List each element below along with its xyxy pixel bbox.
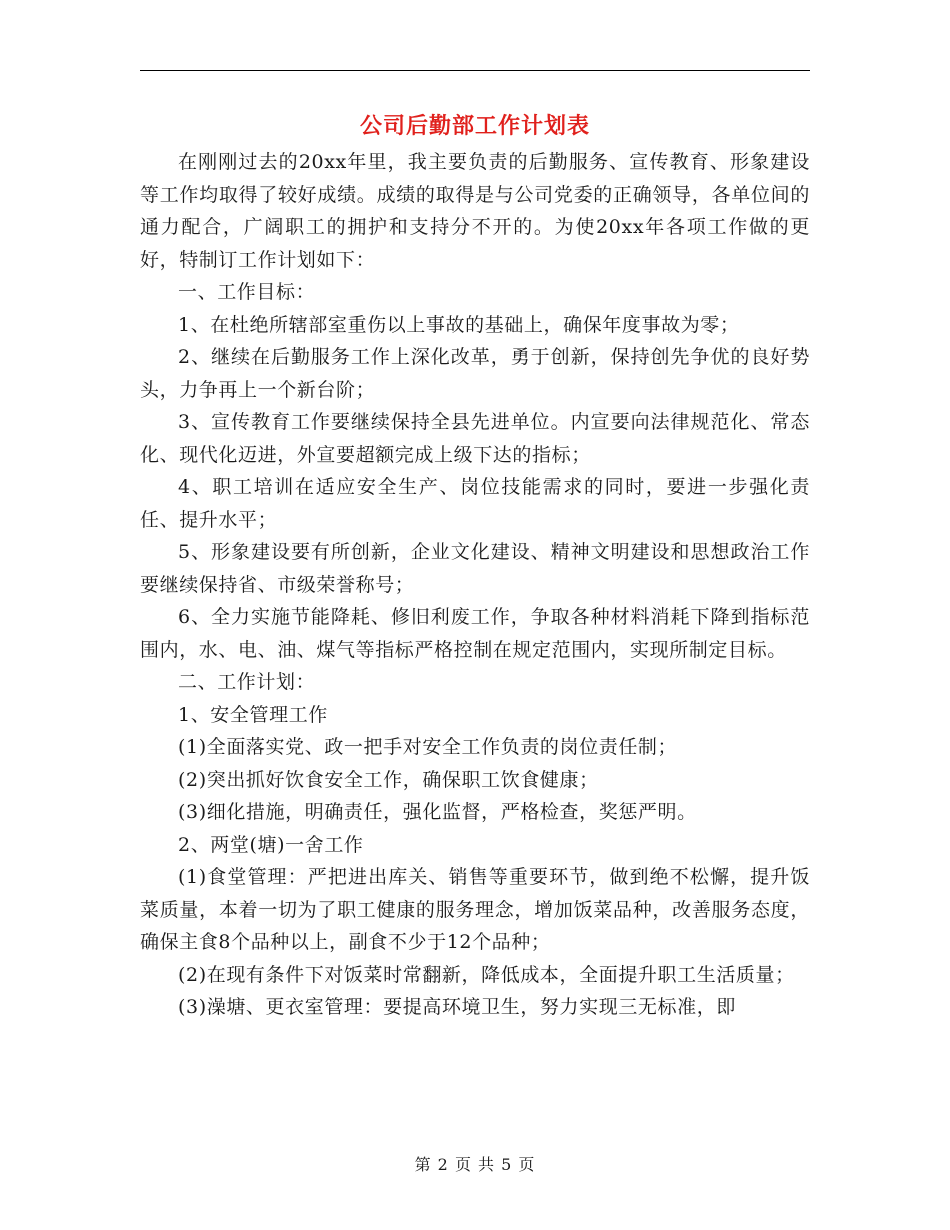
plan-item-safety-3: (3)细化措施，明确责任，强化监督，严格检查，奖惩严明。 bbox=[178, 801, 697, 823]
document-title: 公司后勤部工作计划表 bbox=[359, 113, 590, 139]
header-rule bbox=[140, 70, 810, 71]
goal-item-5: 5、形象建设要有所创新，企业文化建设、精神文明建设和思想政治工作要继续保持省、市级荣誉称号； bbox=[140, 541, 810, 596]
goal-item-3: 3、宣传教育工作要继续保持全县先进单位。内宣要向法律规范化、常态化、现代化迈进，外宣要超额完成上级下达的指标； bbox=[140, 411, 810, 466]
page-number-footer: 第 2 页 共 5 页 bbox=[414, 1155, 536, 1174]
paragraph-intro: 在刚刚过去的20xx年里，我主要负责的后勤服务、宣传教育、形象建设等工作均取得了较好成绩。成绩的取得是与公司党委的正确领导，各单位间的通力配合，广阔职工的拥护和支持分不开的。为使20xx年各项工作做的更好，特制订工作计划如下： bbox=[140, 151, 810, 271]
document-body bbox=[140, 146, 810, 1024]
section-heading-goals: 一、工作目标： bbox=[178, 281, 316, 303]
plan-item-facilities-2: (2)在现有条件下对饭菜时常翻新，降低成本，全面提升职工生活质量； bbox=[178, 963, 795, 986]
goal-item-4: 4、职工培训在适应安全生产、岗位技能需求的同时，要进一步强化责任、提升水平； bbox=[140, 476, 810, 531]
plan-item-safety-1: (1)全面落实党、政一把手对安全工作负责的岗位责任制； bbox=[178, 736, 678, 758]
plan-item-safety-2: (2)突出抓好饮食安全工作，确保职工饮食健康； bbox=[178, 768, 599, 791]
goal-item-1: 1、在杜绝所辖部室重伤以上事故的基础上，确保年度事故为零； bbox=[178, 313, 740, 336]
plan-item-facilities-3: (3)澡塘、更衣室管理：要提高环境卫生，努力实现三无标准，即 bbox=[178, 996, 736, 1018]
goal-item-6: 6、全力实施节能降耗、修旧利废工作，争取各种材料消耗下降到指标范围内，水、电、油、煤气等指标严格控制在规定范围内，实现所制定目标。 bbox=[140, 606, 810, 661]
plan-subheading-facilities: 2、两堂(塘)一舍工作 bbox=[178, 833, 364, 856]
plan-item-facilities-1: (1)食堂管理：严把进出库关、销售等重要环节，做到绝不松懈，提升饭菜质量，本着一切为了职工健康的服务理念，增加饭菜品种，改善服务态度，确保主食8个品种以上，副食不少于12个品种； bbox=[140, 866, 810, 953]
goal-item-2: 2、继续在后勤服务工作上深化改革，勇于创新，保持创先争优的良好势头，力争再上一个新台阶； bbox=[140, 346, 810, 401]
section-heading-plan: 二、工作计划： bbox=[178, 671, 316, 693]
plan-subheading-safety: 1、安全管理工作 bbox=[178, 703, 328, 726]
